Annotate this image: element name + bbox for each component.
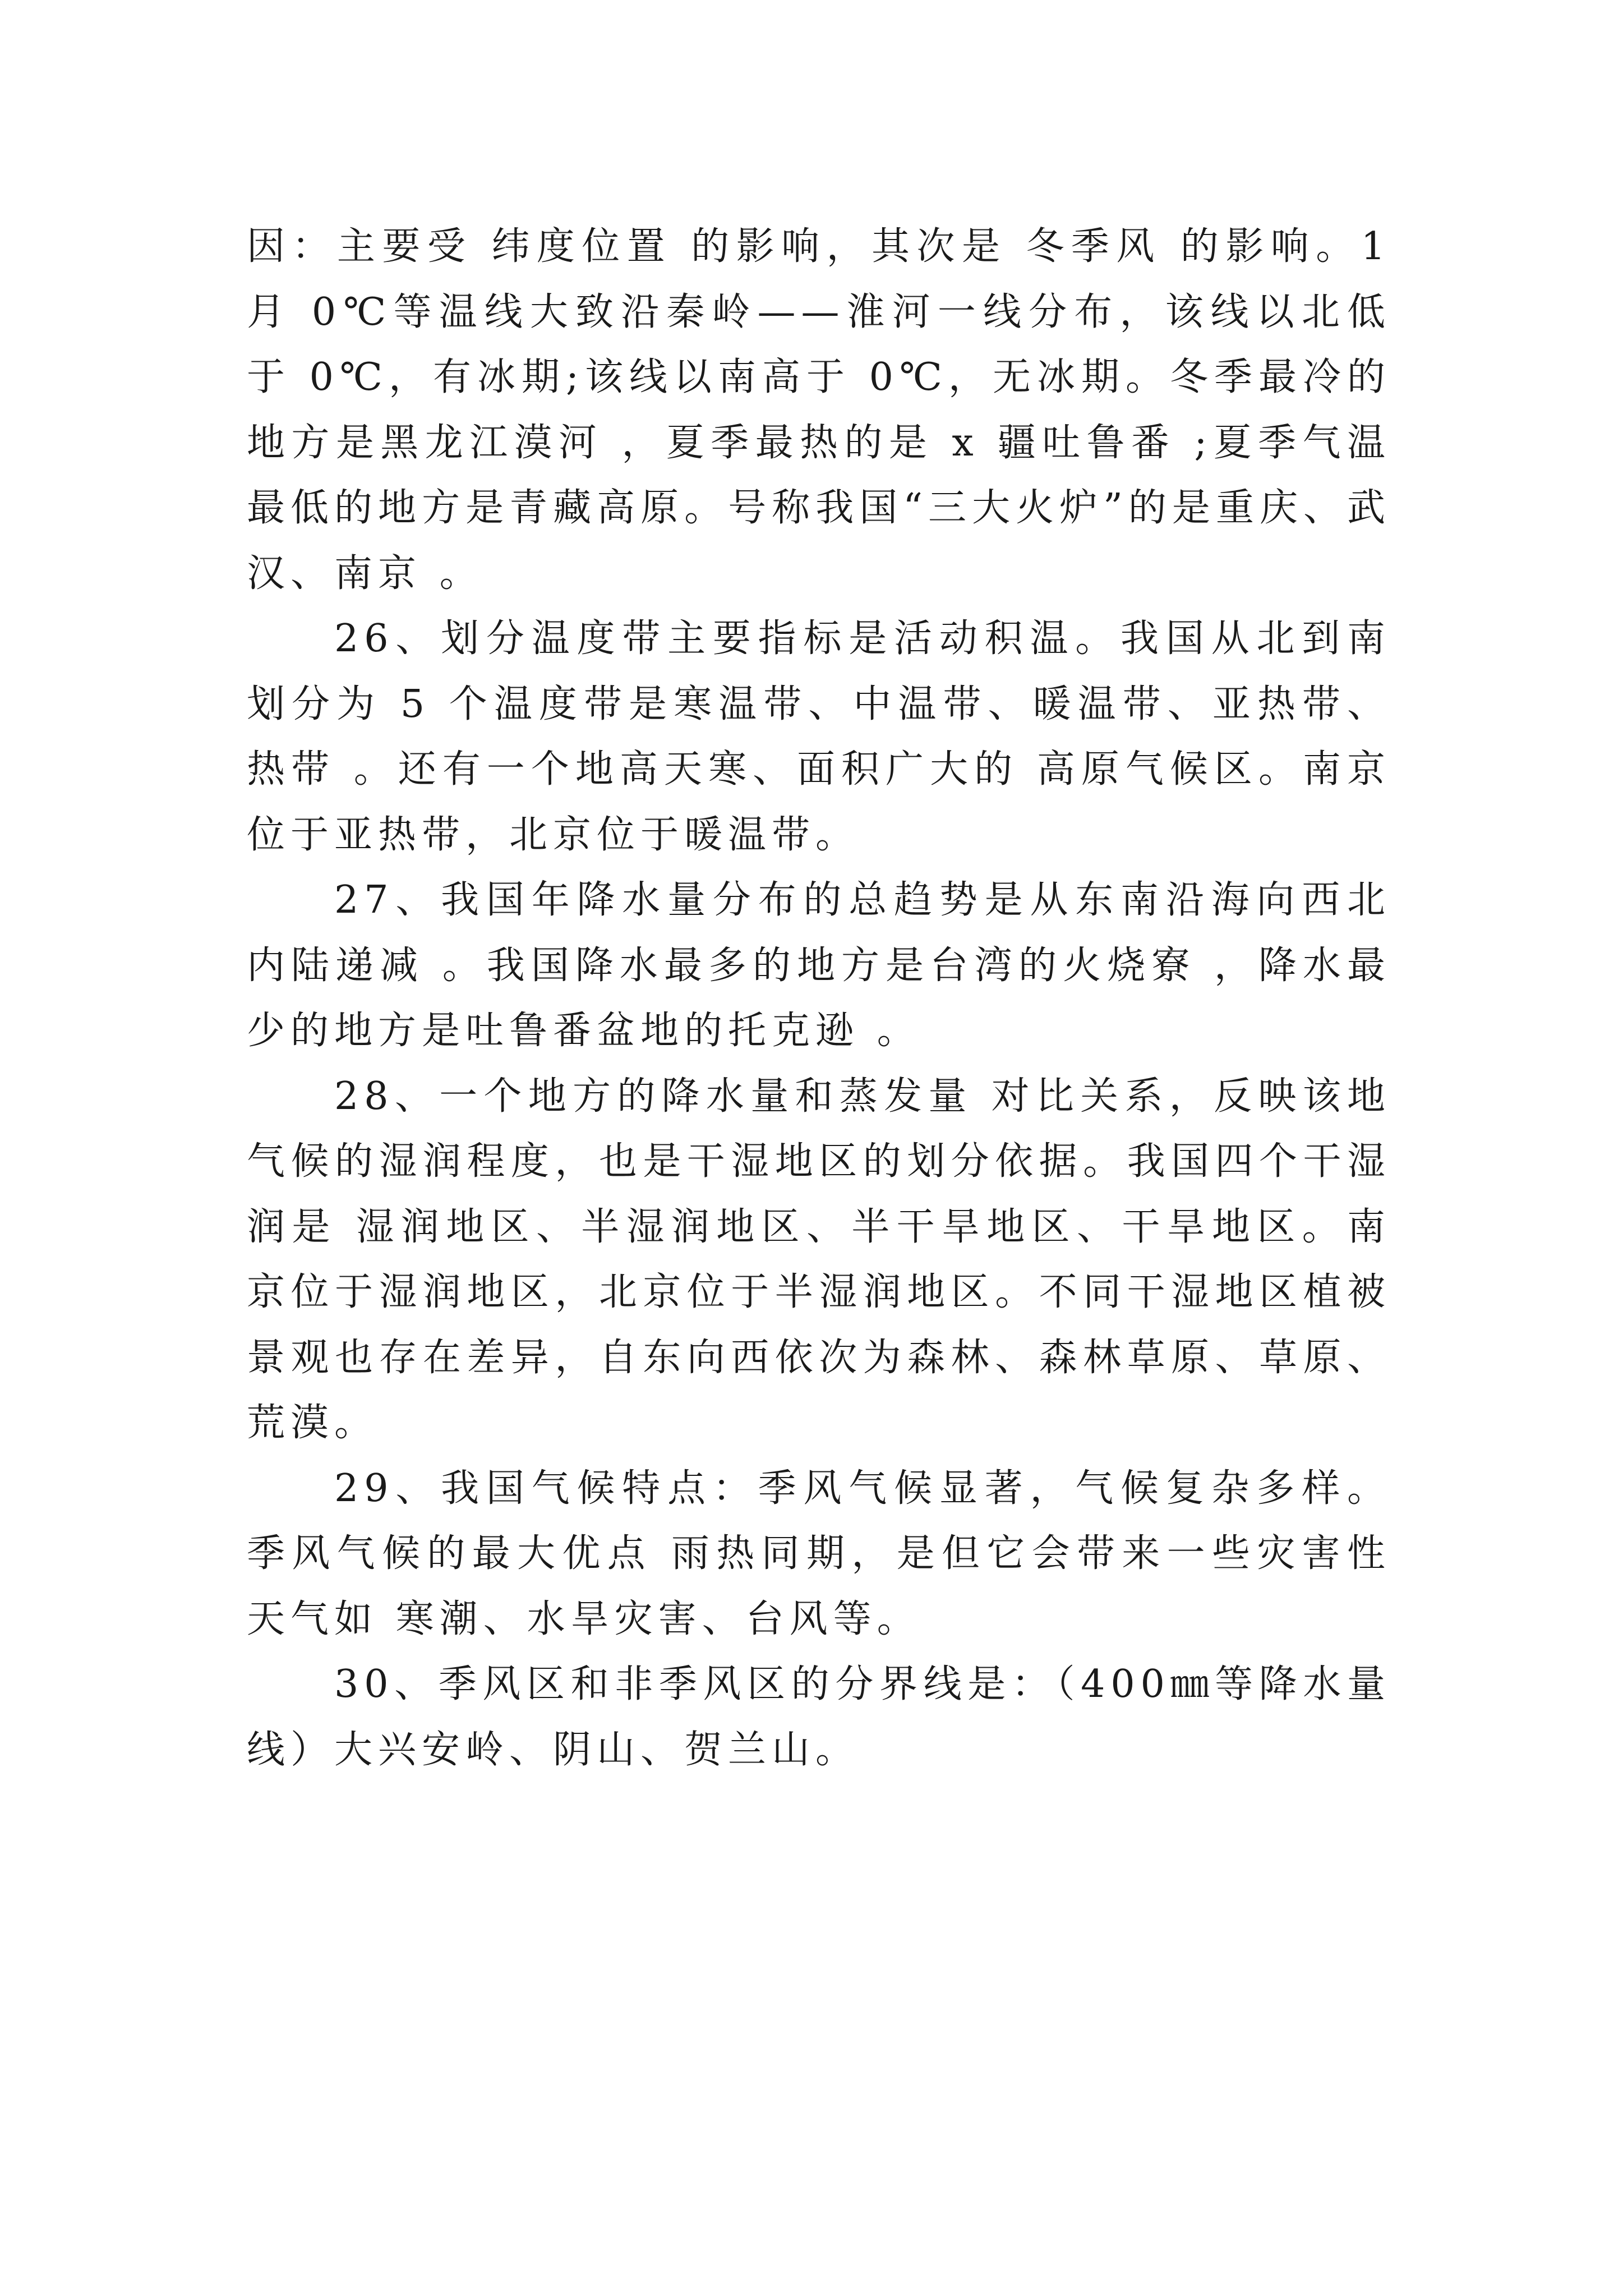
paragraph-28-dry-wet-regions: 28、一个地方的降水量和蒸发量 对比关系，反映该地气候的湿润程度，也是干湿地区的划分依据。我国四个干湿润是 湿润地区、半湿润地区、半干旱地区、干旱地区。南京位于湿润地区，北京位于半湿润地区。不同干湿地区植被景观也存在差异，自东向西依次为森林、森林草原、草原、荒漠。 [247, 1074, 1391, 1445]
paragraph-29-climate-features: 29、我国气候特点：季风气候显著，气候复杂多样。季风气候的最大优点 雨热同期，是但它会带来一些灾害性天气如 寒潮、水旱灾害、台风等。 [247, 1466, 1391, 1641]
body-text [247, 214, 1391, 1783]
paragraph-26-temperature-zones: 26、划分温度带主要指标是活动积温。我国从北到南划分为 5 个温度带是寒温带、中温带、暖温带、亚热带、热带 。还有一个地高天寒、面积广大的 高原气候区。南京位于亚热带，北京位于暖温带。 [247, 616, 1391, 857]
paragraph-30-monsoon-boundary: 30、季风区和非季风区的分界线是：（400㎜等降水量线）大兴安岭、阴山、贺兰山。 [247, 1662, 1391, 1772]
paragraph-27-precipitation: 27、我国年降水量分布的总趋势是从东南沿海向西北内陆递减 。我国降水最多的地方是台湾的火烧寮 ，降水最少的地方是吐鲁番盆地的托克逊 。 [247, 878, 1391, 1053]
paragraph-temperature-factors: 因：主要受 纬度位置 的影响，其次是 冬季风 的影响。1 月 0℃等温线大致沿秦岭——淮河一线分布，该线以北低于 0℃，有冰期;该线以南高于 0℃，无冰期。冬季最冷的地方是黑龙江漠河 ，夏季最热的是 x 疆吐鲁番 ;夏季气温最低的地方是青藏高原。号称我国“三大火炉”的是重庆、武汉、南京 。 [247, 224, 1391, 596]
